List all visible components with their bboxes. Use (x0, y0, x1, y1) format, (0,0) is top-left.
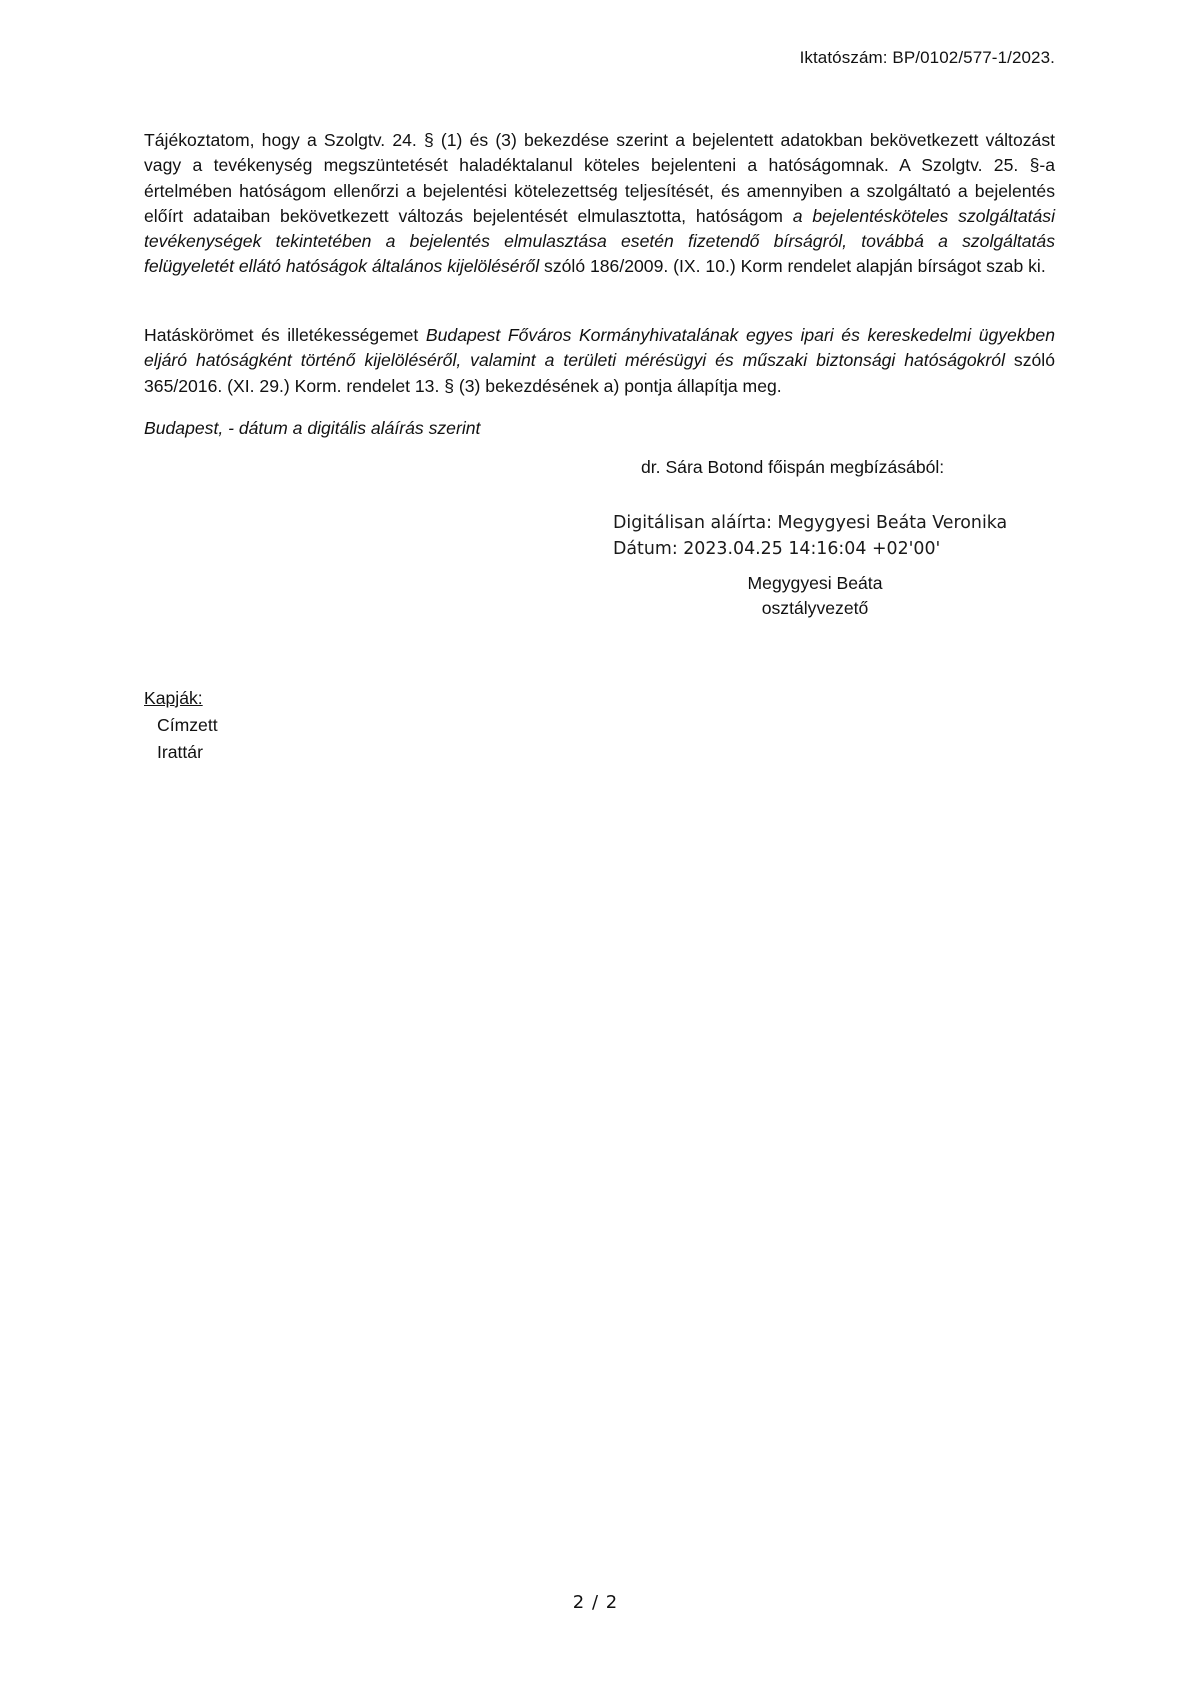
notice-paragraph (144, 128, 1055, 280)
recipient-item: Címzett (157, 715, 218, 735)
digital-signature-date: Dátum: 2023.04.25 14:16:04 +02'00' (613, 539, 941, 559)
signer-title: osztályvezető (761, 598, 869, 618)
digital-signature-signer: Digitálisan aláírta: Megygyesi Beáta Veronika (613, 513, 1008, 533)
competence-text-2: szóló 365/2016. (XI. 29.) Korm. rendelet 13. § (3) bekezdésének a) pontja állapítja meg. (144, 350, 1055, 396)
reference-number: Iktatószám: BP/0102/577-1/2023. (799, 48, 1055, 67)
place-and-date: Budapest, - dátum a digitális aláírás szerint (144, 418, 481, 438)
competence-paragraph (144, 323, 1055, 399)
digital-signature-block (613, 510, 1007, 562)
recipient-item: Irattár (157, 742, 203, 762)
signer-name: Megygyesi Beáta (747, 573, 883, 593)
notice-text-2: szóló 186/2009. (IX. 10.) Korm rendelet alapján bírságot szab ki. (539, 256, 1046, 277)
notice-text-1: Tájékoztatom, hogy a Szolgtv. 24. § (1) és (3) bekezdése szerint a bejelentett adatokban bekövetkezett változást vagy a tevékenység megszüntetését haladéktalanul köteles bejelenteni a hatóságomnak. A Szolgtv. 25. §-a értelmében hatóságom ellenőrzi a bejelentési kötelezettség teljesítését, és amennyiben a szolgáltató a bejelentés előírt adataiban bekövetkezett változás bejelentését elmulasztotta, hatóságom (144, 130, 1055, 226)
commission-line: dr. Sára Botond főispán megbízásából: (641, 457, 945, 477)
recipients-title: Kapják: (144, 688, 203, 708)
page-number: 2 / 2 (572, 1592, 619, 1613)
notice-regulation-title: a bejelentésköteles szolgáltatási tevékenységek tekintetében a bejelentés elmulasztása esetén fizetendő bírságról, továbbá a szolgáltatás felügyeletét ellátó hatóságok általános kijelöléséről (144, 205, 1055, 277)
recipients-list (144, 685, 218, 766)
signer-block (640, 571, 990, 621)
competence-text-1: Hatáskörömet és illetékességemet (144, 325, 426, 345)
competence-regulation-title: Budapest Főváros Kormányhivatalának egyes ipari és kereskedelmi ügyekben eljáró hatóságként történő kijelöléséről, valamint a területi mérésügyi és műszaki biztonsági hatóságokról (144, 325, 1055, 371)
